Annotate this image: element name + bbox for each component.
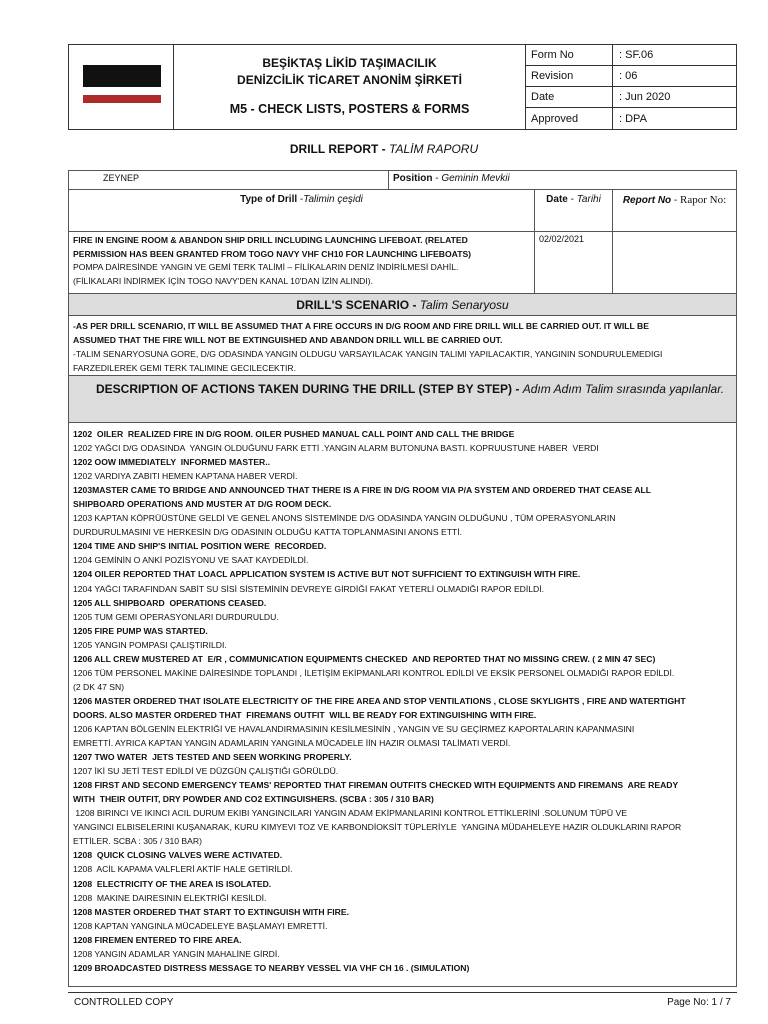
action-log-line: 1202 OOW IMMEDIATELY INFORMED MASTER.. [73, 457, 271, 468]
drill-date: 02/02/2021 [535, 232, 613, 293]
scenario-line: FARZEDILEREK GEMI TERK TALIMINE GECILECEKTIR. [73, 363, 297, 374]
drill-type-header: Type of Drill -Talimin çeşidi [69, 190, 535, 231]
scenario-body [69, 316, 736, 375]
title-sep: - [378, 142, 389, 156]
action-log-line: 1206 KAPTAN BÖLGENİN ELEKTRİĞİ VE HAVALANDIRMASININ KESİLMESİNİN , YANGIN VE SU GEÇİRMEZ KAPORTALARIN KAPANMASINI [73, 723, 635, 734]
action-log-line: DOORS. ALSO MASTER ORDERED THAT FIREMANS OUTFIT WILL BE READY FOR EXTINGUISHING WITH FIRE. [73, 709, 537, 720]
report-number [613, 232, 736, 293]
drill-description-line: FIRE IN ENGINE ROOM & ABANDON SHIP DRILL INCLUDING LAUNCHING LIFEBOAT. (RELATED [73, 235, 468, 245]
date-tr: Tarihi [576, 194, 601, 205]
action-log-line: 1208 QUICK CLOSING VALVES WERE ACTIVATED. [73, 850, 283, 861]
meta-row [526, 87, 736, 108]
action-log-line: (2 DK 47 SN) [73, 681, 125, 692]
action-log-line: 1208 ELECTRICITY OF THE AREA IS ISOLATED. [73, 878, 272, 889]
page-title [0, 142, 768, 156]
actions-title-en: DESCRIPTION OF ACTIONS TAKEN DURING THE DRILL (STEP BY STEP) [96, 382, 513, 396]
meta-value: : SF.06 [619, 49, 654, 61]
action-log-line: 1204 GEMİNİN O ANKİ POZİSYONU VE SAAT KAYDEDİLDİ. [73, 555, 309, 566]
action-log-line: SHIPBOARD OPERATIONS AND MUSTER AT D/G ROOM DECK. [73, 499, 332, 510]
drill-description-line: POMPA DAİRESİNDE YANGIN VE GEMİ TERK TALİMİ – FİLİKALARIN DENİZ İNDİRİLMESİ DAHİL. [73, 262, 459, 273]
action-log-line: 1209 BROADCASTED DISTRESS MESSAGE TO NEARBY VESSEL VIA VHF CH 16 . (SIMULATION) [73, 962, 470, 973]
action-log-line: 1208 YANGIN ADAMLAR YANGIN MAHALİNE GİRDİ. [73, 948, 280, 959]
meta-key: Approved [526, 108, 613, 129]
action-log-line: 1208 ACİL KAPAMA VALFLERİ AKTİF HALE GETİRİLDİ. [73, 864, 293, 875]
meta-key: Revision [526, 66, 613, 86]
meta-value: : Jun 2020 [619, 91, 671, 103]
header-title-block [174, 45, 526, 129]
date-header: Date - Tarihi [535, 190, 613, 231]
drill-report-table [68, 170, 737, 987]
action-log-line: 1203MASTER CAME TO BRIDGE AND ANNOUNCED THAT THERE IS A FIRE IN D/G ROOM VIA P/A SYSTEM AND ORDERED THAT CEASE ALL [73, 485, 652, 496]
action-log-line: 1208 BIRINCI VE IKINCI ACIL DURUM EKIBI YANGINCILARI YANGIN ADAM EKİPMANLARINI KONTROL ETTİKLERİNİ .SOLUNUM TÜPÜ VE [73, 808, 627, 819]
title-en: DRILL REPORT [289, 142, 379, 156]
action-log-line: 1208 KAPTAN YANGINLA MÜCADELEYE BAŞLAMAYI EMRETTİ. [73, 920, 328, 931]
action-log-line: 1207 TWO WATER JETS TESTED AND SEEN WORKING PROPERLY. [73, 752, 352, 763]
report-label: Report No [622, 195, 672, 206]
position-field: Position - Geminin Mevkii [393, 173, 510, 184]
action-log-line: ETTİLER. SCBA : 305 / 310 BAR) [73, 836, 202, 847]
action-log-line: 1202 VARDIYA ZABITI HEMEN KAPTANA HABER VERDİ. [73, 471, 298, 482]
controlled-copy-label: CONTROLLED COPY [74, 997, 174, 1008]
actions-body [69, 423, 736, 986]
page-number: Page No: 1 / 7 [667, 997, 731, 1008]
action-log-line: 1204 OILER REPORTED THAT LOACL APPLICATION SYSTEM IS ACTIVE BUT NOT SUFFICIENT TO EXTINGUISH WITH FIRE. [73, 569, 581, 580]
action-log-line: DURDURULMASINI VE HERKESİN D/G ODASININ OLDUĞU KATTA TOPLANMASINI ANONS ETTİ. [73, 527, 463, 538]
action-log-line: 1208 FIREMEN ENTERED TO FIRE AREA. [73, 934, 242, 945]
company-name-line2: DENİZCİLİK TİCARET ANONİM ŞİRKETİ [237, 73, 462, 87]
action-log-line: 1203 KAPTAN KÖPRÜÜSTÜNE GELDİ VE GENEL ANONS SİSTEMİNDE D/G ODASINDA YANGIN OLDUĞUNU , TÜM OPERASYONLARIN [73, 513, 616, 524]
manual-title: M5 - CHECK LISTS, POSTERS & FORMS [229, 102, 470, 116]
action-log-line: 1202 OILER REALIZED FIRE IN D/G ROOM. OILER PUSHED MANUAL CALL POINT AND CALL THE BRIDGE [73, 429, 515, 439]
action-log-line: WITH THEIR OUTFIT, DRY POWDER AND CO2 EXTINGUISHERS. (SCBA : 305 / 310 BAR) [73, 794, 434, 805]
scenario-title-tr: Talim Senaryosu [419, 297, 509, 312]
type-tr: Talimin çeşidi [303, 194, 363, 205]
scenario-body-row [69, 316, 736, 376]
action-log-line: 1202 YAĞCI D/G ODASINDA YANGIN OLDUĞUNU FARK ETTİ .YANGIN ALARM BUTONUNA BASTI. KOPRUUSTUNE HABER VERDI [73, 443, 599, 454]
action-log-line: 1207 İKİ SU JETİ TEST EDİLDİ VE DÜZGÜN ÇALIŞTIĞI GÖRÜLDÜ. [73, 766, 339, 777]
action-log-line: 1206 ALL CREW MUSTERED AT E/R , COMMUNICATION EQUIPMENTS CHECKED AND REPORTED THAT NO MISSING CREW. ( 2 MIN 47 SEC) [73, 653, 656, 664]
scenario-line: ASSUMED THAT THE FIRE WILL NOT BE EXTINGUISHED AND ABANDON DRILL WILL BE CARRIED OUT. [73, 335, 503, 346]
meta-value: : DPA [619, 112, 647, 125]
action-log-line: 1205 FIRE PUMP WAS STARTED. [73, 625, 208, 636]
vessel-name: ZEYNEP [69, 171, 389, 189]
action-log-line: 1208 MASTER ORDERED THAT START TO EXTINGUISH WITH FIRE. [73, 906, 349, 917]
company-logo [69, 45, 174, 129]
actions-section-header [69, 376, 736, 423]
drill-type-value-row [69, 232, 736, 294]
meta-value: : 06 [619, 70, 638, 82]
drill-description-line: PERMISSION HAS BEEN GRANTED FROM TOGO NAVY VHF CH10 FOR LAUNCHING LIFEBOATS) [73, 248, 472, 259]
position-tr: Geminin Mevkii [441, 173, 510, 184]
action-log-line: 1204 YAĞCI TARAFINDAN SABİT SU SİSİ SİSTEMİNİN DEVREYE GİRDİĞİ FAKAT YETERLİ OLMADIĞI RAPOR EDİLDİ. [73, 583, 545, 594]
report-no-header: Report No - Rapor No: [622, 194, 727, 206]
meta-row [526, 45, 736, 66]
action-log-line: 1205 TUM GEMI OPERASYONLARI DURDURULDU. [73, 611, 279, 622]
actions-title: DESCRIPTION OF ACTIONS TAKEN DURING THE DRILL (STEP BY STEP) - Adım Adım Talim sırasında yapılanlar. [96, 382, 725, 396]
page-footer [68, 992, 737, 1008]
action-log-line: 1204 TIME AND SHIP'S INITIAL POSITION WERE RECORDED. [73, 541, 327, 552]
action-log-line: 1205 ALL SHIPBOARD OPERATIONS CEASED. [73, 597, 267, 608]
company-name-line1: BEŞİKTAŞ LİKİD TAŞIMACILIK [262, 56, 437, 70]
scenario-title-en: DRILL'S SCENARIO [296, 297, 410, 312]
actions-body-row [69, 423, 736, 986]
action-log-line: 1206 TÜM PERSONEL MAKİNE DAİRESİNDE TOPLANDI , İLETİŞİM EKİPMANLARI KONTROL EDİLDİ VE EKSİK PERSONEL OLMADIĞI RAPOR EDİLDİ. [73, 667, 675, 678]
drill-type-header-row [69, 190, 736, 232]
header-meta [526, 45, 736, 129]
meta-row [526, 66, 736, 87]
date-label: Date [546, 194, 568, 205]
title-tr: TALİM RAPORU [389, 142, 479, 156]
action-log-line: 1208 MAKINE DAIRESININ ELEKTRİĞİ KESİLDİ. [73, 892, 267, 903]
action-log-line: 1208 FIRST AND SECOND EMERGENCY TEAMS' REPORTED THAT FIREMAN OUTFITS CHECKED WITH EQUIPMENTS AND FIREMANS ARE READY [73, 780, 679, 791]
scenario-line: -AS PER DRILL SCENARIO, IT WILL BE ASSUMED THAT A FIRE OCCURS IN D/G ROOM AND FIRE DRILL WILL BE CARRIED OUT. IT WILL BE [73, 321, 649, 331]
action-log-line: 1205 YANGIN POMPASI ÇALIŞTIRILDI. [73, 639, 227, 650]
drill-description [69, 232, 535, 293]
type-label: Type of Drill [240, 194, 298, 205]
vessel-row [69, 171, 736, 190]
action-log-line: YANGINCI ELBISELERINI KUŞANARAK, KURU KIMYEVI TOZ VE KARBONDİOKSİT TÜPLERİYLE YANGINA MÜDAHELEYE HAZIR OLDUKLARINI RAPOR [73, 822, 682, 833]
actions-title-tr: Adım Adım Talim sırasında yapılanlar. [522, 382, 725, 396]
scenario-section-header [69, 294, 736, 316]
report-tr: Rapor No: [680, 194, 727, 206]
meta-key: Date [526, 87, 613, 107]
action-log-line: 1206 MASTER ORDERED THAT ISOLATE ELECTRICITY OF THE FIRE AREA AND STOP VENTILATIONS , CLOSE SKYLIGHTS , FIRE AND WATERTIGHT [73, 695, 686, 706]
drill-description-line: (FİLİKALARI İNDİRMEK İÇİN TOGO NAVY'DEN KANAL 10'DAN İZİN ALINDI). [73, 276, 373, 287]
document-header [68, 44, 737, 130]
scenario-title: DRILL'S SCENARIO - Talim Senaryosu [296, 297, 509, 312]
meta-row [526, 108, 736, 129]
action-log-line: EMRETTİ. AYRICA KAPTAN YANGIN ADAMLARIN YANGINLA MÜCADELE İİN HAZIR OLMASI TALİMATI VERDİ. [73, 738, 511, 749]
scenario-line: -TALIM SENARYOSUNA GORE, D/G ODASINDA YANGIN OLDUGU VARSAYILACAK YANGIN TALIMI YAPILACAKTIR, YANGININ SONDURULEMEDIGI [73, 349, 663, 360]
meta-key: Form No [526, 45, 613, 65]
position-label: Position [393, 173, 433, 184]
